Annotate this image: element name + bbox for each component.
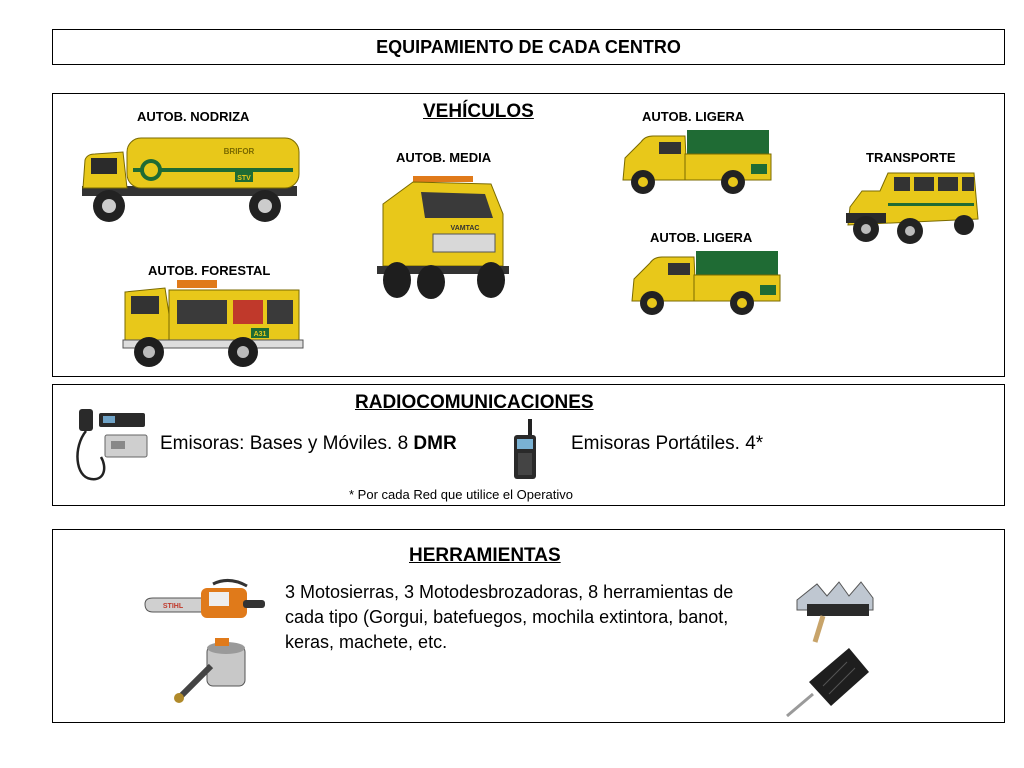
pickup-truck-icon — [619, 128, 771, 198]
radio-footnote: * Por cada Red que utilice el Operativo — [349, 487, 574, 502]
label-ligera-2: AUTOB. LIGERA — [650, 230, 753, 245]
bases-label: Emisoras: Bases y Móviles. 8 — [160, 433, 414, 454]
handheld-radio-icon — [508, 417, 544, 483]
label-transporte: TRANSPORTE — [866, 150, 956, 165]
transport-suv-icon — [844, 169, 980, 249]
label-ligera-1: AUTOB. LIGERA — [642, 109, 745, 124]
fire-rake-icon — [787, 574, 879, 646]
label-nodriza: AUTOB. NODRIZA — [137, 109, 250, 124]
chainsaw-brand: STIHL — [162, 603, 184, 610]
tools-heading: HERRAMIENTAS — [409, 545, 561, 566]
tanker-truck-icon — [79, 130, 307, 226]
vehicles-section — [52, 93, 1005, 377]
tanker-decal: STV — [237, 175, 251, 182]
label-forestal: AUTOB. FORESTAL — [148, 263, 271, 278]
bases-text — [160, 433, 457, 455]
tools-section — [52, 529, 1005, 723]
vehicles-heading: VEHÍCULOS — [423, 101, 534, 122]
tools-description: 3 Motosierras, 3 Motodesbrozadoras, 8 herramientas de cada tipo (Gorgui, batefuegos, mochila extintora, banot, keras, machete, etc. — [285, 582, 734, 652]
base-radio-icon — [71, 407, 151, 487]
label-media: AUTOB. MEDIA — [396, 150, 492, 165]
chainsaw-icon — [143, 576, 267, 634]
heavy-4x4-truck-icon — [373, 174, 513, 299]
title-box — [52, 29, 1005, 65]
pickup-truck-icon — [628, 249, 780, 319]
radio-section — [52, 384, 1005, 506]
fire-beater-icon — [783, 642, 879, 718]
radio-heading: RADIOCOMUNICACIONES — [355, 392, 594, 413]
fire-engine-decal: A31 — [253, 331, 267, 338]
truck-decal: VAMTAC — [450, 225, 480, 232]
dmr-label: DMR — [413, 433, 457, 454]
page-title: EQUIPAMIENTO DE CADA CENTRO — [376, 37, 681, 57]
portable-text: Emisoras Portátiles. 4* — [571, 433, 764, 454]
brushcutter-motor-icon — [171, 636, 261, 706]
fire-engine-icon — [121, 278, 305, 370]
tanker-brand: BRIFOR — [223, 147, 255, 156]
